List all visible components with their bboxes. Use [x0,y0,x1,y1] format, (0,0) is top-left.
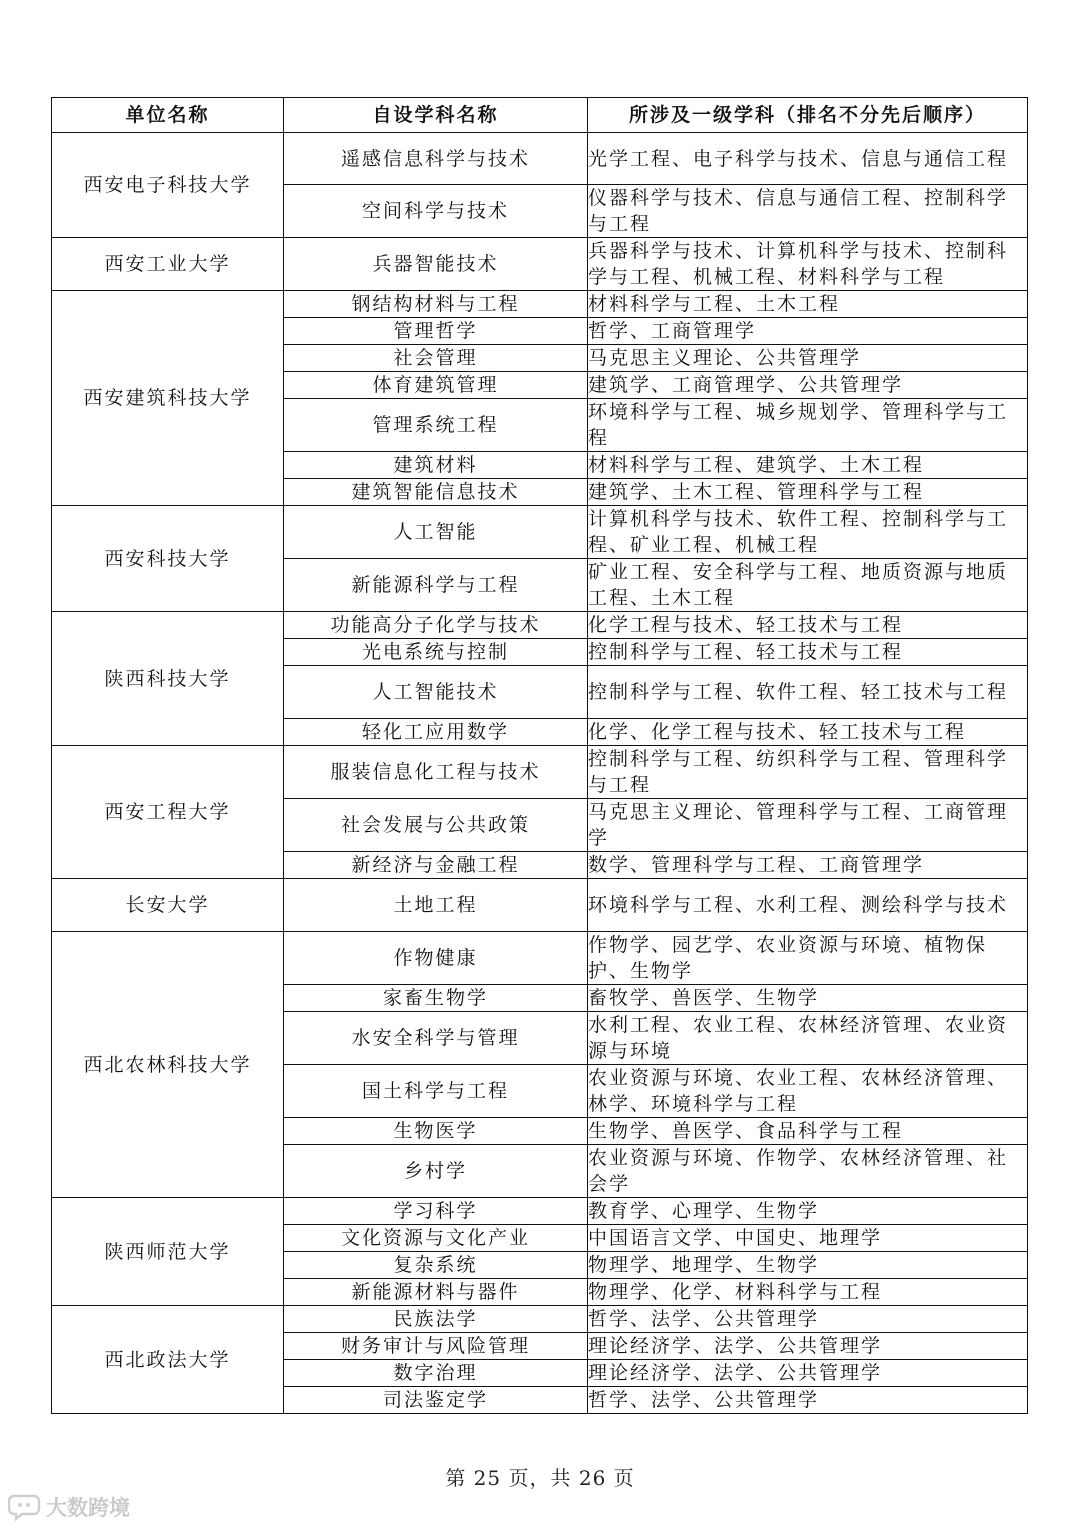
first-level-text: 物理学、化学、材料科学与工程 [588,1281,883,1303]
first-level-disciplines [588,1333,1028,1360]
table-row [52,291,1028,318]
first-level-disciplines [588,399,1028,452]
first-level-text: 建筑学、土木工程、管理科学与工程 [588,481,925,503]
subject-name: 体育建筑管理 [284,372,588,399]
table-body [52,133,1028,1414]
first-level-text: 作物学、园艺学、农业资源与环境、植物保护、生物学 [588,934,988,982]
table-header-row [52,98,1028,133]
subject-name: 管理系统工程 [284,399,588,452]
unit-name: 长安大学 [52,879,284,932]
subject-name: 学习科学 [284,1198,588,1225]
discipline-table [51,97,1028,1414]
first-level-disciplines [588,1306,1028,1333]
first-level-text: 环境科学与工程、城乡规划学、管理科学与工程 [588,401,1009,449]
first-level-text: 理论经济学、法学、公共管理学 [588,1362,883,1384]
first-level-disciplines [588,719,1028,746]
first-level-disciplines [588,1012,1028,1065]
first-level-disciplines [588,506,1028,559]
unit-name: 西安工业大学 [52,238,284,291]
first-level-disciplines [588,932,1028,985]
first-level-text: 环境科学与工程、水利工程、测绘科学与技术 [588,894,1009,916]
first-level-disciplines [588,238,1028,291]
subject-name: 新经济与金融工程 [284,852,588,879]
unit-name: 西安电子科技大学 [52,133,284,238]
subject-name: 复杂系统 [284,1252,588,1279]
subject-name: 建筑智能信息技术 [284,479,588,506]
watermark-text: 大数跨境 [46,1496,130,1520]
unit-name: 西安工程大学 [52,746,284,879]
first-level-text: 化学、化学工程与技术、轻工技术与工程 [588,721,967,743]
first-level-disciplines [588,879,1028,932]
first-level-disciplines [588,666,1028,719]
first-level-disciplines [588,639,1028,666]
first-level-disciplines [588,1360,1028,1387]
subject-name: 文化资源与文化产业 [284,1225,588,1252]
page-number: 第 25 页，共 26 页 [445,1466,635,1490]
first-level-text: 马克思主义理论、管理科学与工程、工商管理学 [588,801,1009,849]
first-level-text: 中国语言文学、中国史、地理学 [588,1227,883,1249]
subject-name: 新能源科学与工程 [284,559,588,612]
first-level-text: 理论经济学、法学、公共管理学 [588,1335,883,1357]
first-level-text: 材料科学与工程、土木工程 [588,293,841,315]
subject-name: 遥感信息科学与技术 [284,133,588,185]
subject-name: 轻化工应用数学 [284,719,588,746]
first-level-disciplines [588,852,1028,879]
first-level-text: 仪器科学与技术、信息与通信工程、控制科学与工程 [588,187,1009,235]
unit-name: 陕西师范大学 [52,1198,284,1306]
first-level-disciplines [588,452,1028,479]
first-level-text: 哲学、法学、公共管理学 [588,1389,820,1411]
header-unit: 单位名称 [52,98,284,133]
first-level-text: 数学、管理科学与工程、工商管理学 [588,854,925,876]
first-level-disciplines [588,1198,1028,1225]
unit-name: 西北政法大学 [52,1306,284,1414]
first-level-disciplines [588,372,1028,399]
first-level-text: 物理学、地理学、生物学 [588,1254,820,1276]
first-level-disciplines [588,1387,1028,1414]
unit-name: 陕西科技大学 [52,612,284,746]
first-level-text: 控制科学与工程、轻工技术与工程 [588,641,904,663]
first-level-text: 哲学、工商管理学 [588,320,757,342]
first-level-text: 农业资源与环境、作物学、农林经济管理、社会学 [588,1147,1009,1195]
table-row [52,932,1028,985]
table-row [52,238,1028,291]
subject-name: 数字治理 [284,1360,588,1387]
subject-name: 服装信息化工程与技术 [284,746,588,799]
first-level-text: 哲学、法学、公共管理学 [588,1308,820,1330]
subject-name: 光电系统与控制 [284,639,588,666]
header-subject: 自设学科名称 [284,98,588,133]
first-level-text: 农业资源与环境、农业工程、农林经济管理、林学、环境科学与工程 [588,1067,1009,1115]
table-row [52,1198,1028,1225]
first-level-disciplines [588,1225,1028,1252]
table-row [52,879,1028,932]
table-row [52,1306,1028,1333]
first-level-text: 化学工程与技术、轻工技术与工程 [588,614,904,636]
subject-name: 钢结构材料与工程 [284,291,588,318]
first-level-text: 马克思主义理论、公共管理学 [588,347,862,369]
subject-name: 新能源材料与器件 [284,1279,588,1306]
header-first-level: 所涉及一级学科（排名不分先后顺序） [588,98,1028,133]
first-level-text: 水利工程、农业工程、农林经济管理、农业资源与环境 [588,1014,1009,1062]
first-level-text: 畜牧学、兽医学、生物学 [588,987,820,1009]
first-level-text: 矿业工程、安全科学与工程、地质资源与地质工程、土木工程 [588,561,1009,609]
subject-name: 兵器智能技术 [284,238,588,291]
first-level-disciplines [588,318,1028,345]
first-level-disciplines [588,291,1028,318]
first-level-text: 控制科学与工程、软件工程、轻工技术与工程 [588,681,1009,703]
subject-name: 国土科学与工程 [284,1065,588,1118]
first-level-disciplines [588,799,1028,852]
subject-name: 人工智能 [284,506,588,559]
subject-name: 民族法学 [284,1306,588,1333]
first-level-disciplines [588,1252,1028,1279]
first-level-disciplines [588,133,1028,185]
subject-name: 作物健康 [284,932,588,985]
chat-bubble-icon [8,1492,42,1522]
subject-name: 社会发展与公共政策 [284,799,588,852]
first-level-disciplines [588,1065,1028,1118]
first-level-disciplines [588,1279,1028,1306]
unit-name: 西安建筑科技大学 [52,291,284,506]
table-row [52,746,1028,799]
subject-name: 社会管理 [284,345,588,372]
first-level-disciplines [588,1145,1028,1198]
first-level-text: 兵器科学与技术、计算机科学与技术、控制科学与工程、机械工程、材料科学与工程 [588,240,1009,288]
first-level-text: 建筑学、工商管理学、公共管理学 [588,374,904,396]
table-row [52,506,1028,559]
first-level-disciplines [588,612,1028,639]
first-level-disciplines [588,746,1028,799]
first-level-text: 控制科学与工程、纺织科学与工程、管理科学与工程 [588,748,1009,796]
subject-name: 空间科学与技术 [284,185,588,238]
subject-name: 乡村学 [284,1145,588,1198]
first-level-disciplines [588,479,1028,506]
table-row [52,133,1028,185]
first-level-disciplines [588,185,1028,238]
subject-name: 功能高分子化学与技术 [284,612,588,639]
first-level-disciplines [588,1118,1028,1145]
subject-name: 生物医学 [284,1118,588,1145]
first-level-text: 教育学、心理学、生物学 [588,1200,820,1222]
subject-name: 司法鉴定学 [284,1387,588,1414]
subject-name: 家畜生物学 [284,985,588,1012]
table-row [52,612,1028,639]
first-level-text: 光学工程、电子科学与技术、信息与通信工程 [588,147,1009,170]
subject-name: 财务审计与风险管理 [284,1333,588,1360]
subject-name: 人工智能技术 [284,666,588,719]
subject-name: 管理哲学 [284,318,588,345]
unit-name: 西安科技大学 [52,506,284,612]
subject-name: 建筑材料 [284,452,588,479]
unit-name: 西北农林科技大学 [52,932,284,1198]
first-level-disciplines [588,559,1028,612]
first-level-text: 材料科学与工程、建筑学、土木工程 [588,454,925,476]
subject-name: 水安全科学与管理 [284,1012,588,1065]
first-level-disciplines [588,345,1028,372]
first-level-text: 生物学、兽医学、食品科学与工程 [588,1120,904,1142]
first-level-text: 计算机科学与技术、软件工程、控制科学与工程、矿业工程、机械工程 [588,508,1009,556]
subject-name: 土地工程 [284,879,588,932]
first-level-disciplines [588,985,1028,1012]
watermark [8,1490,130,1524]
